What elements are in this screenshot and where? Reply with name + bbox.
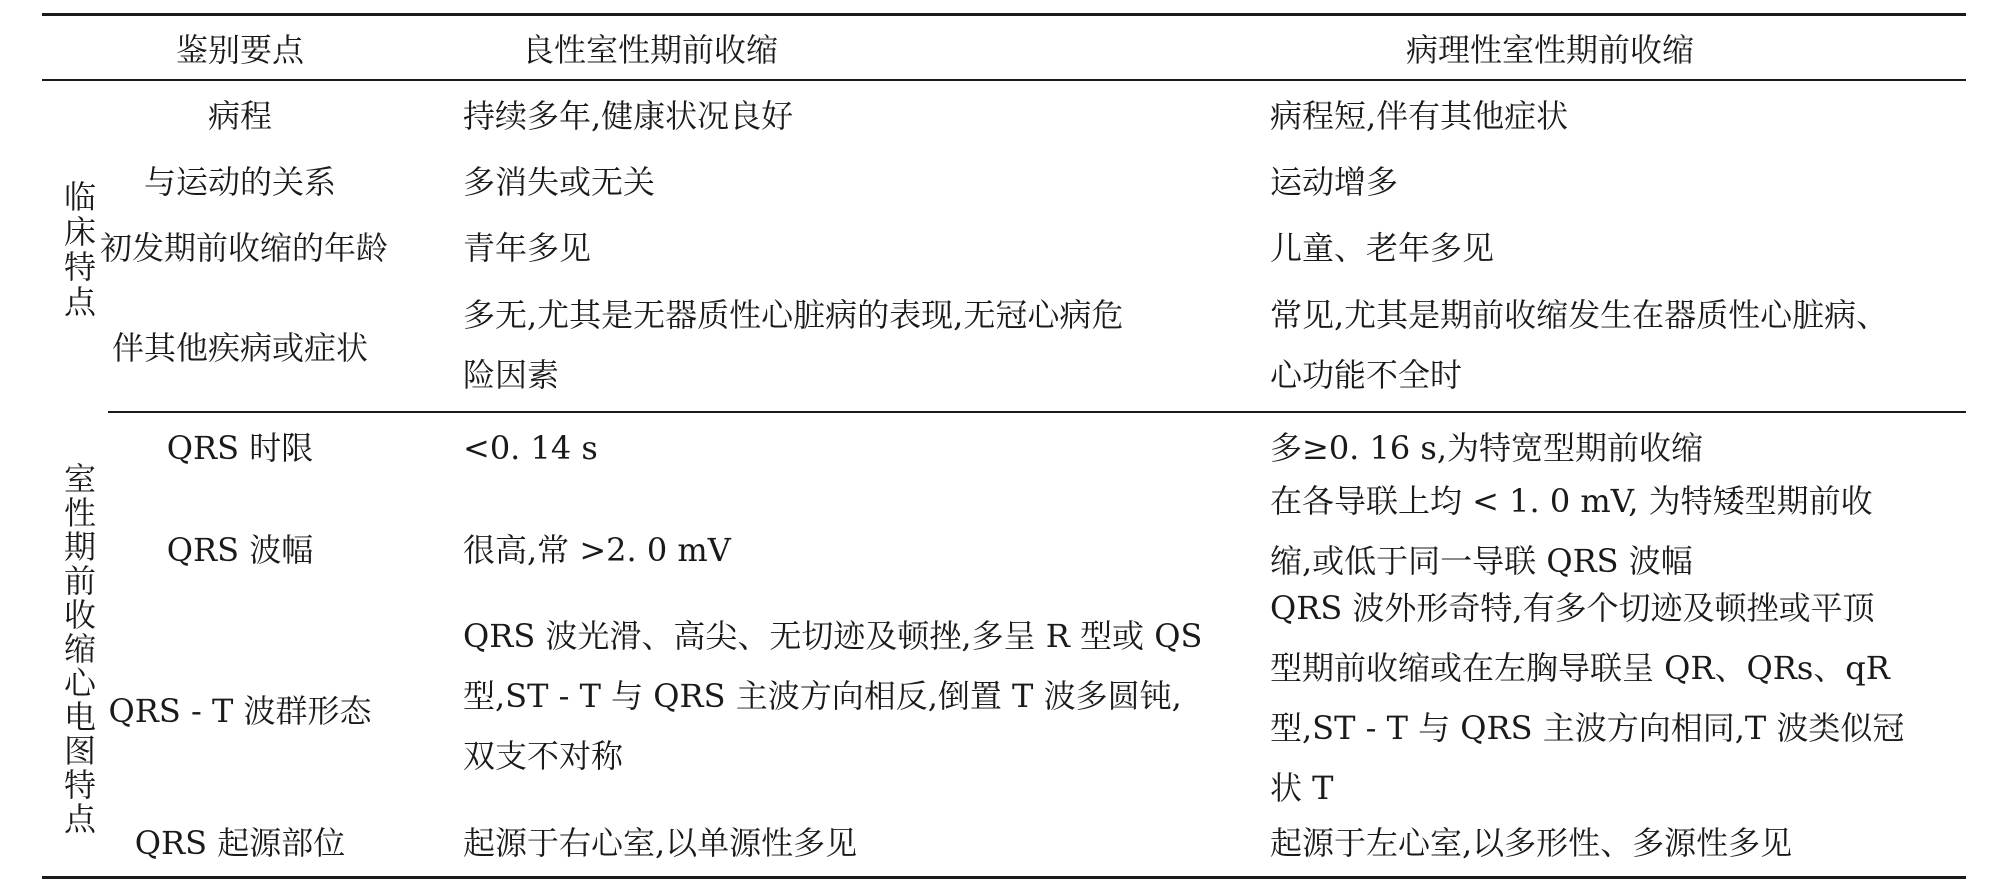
- pathological-cell-line: 病程短,伴有其他症状: [1270, 97, 1569, 135]
- header-cell: 良性室性期前收缩: [521, 31, 778, 69]
- benign-cell-line: 起源于右心室,以单源性多见: [463, 824, 858, 862]
- benign-cell-line: 多无,尤其是无器质性心脏病的表现,无冠心病危: [463, 296, 1124, 334]
- pathological-cell-line: 在各导联上均 < 1. 0 mV, 为特矮型期前收: [1270, 482, 1873, 520]
- benign-cell-line: 双支不对称: [463, 737, 624, 775]
- benign-cell-line: 型,ST - T 与 QRS 主波方向相反,倒置 T 波多圆钝,: [463, 677, 1182, 715]
- header-cell: 病理性室性期前收缩: [1405, 31, 1694, 69]
- row-item-label: QRS 时限: [166, 429, 314, 467]
- benign-cell-line: 青年多见: [463, 229, 592, 267]
- benign-cell-line: 持续多年,健康状况良好: [463, 97, 794, 135]
- row-item-label: 与运动的关系: [143, 163, 336, 201]
- pathological-cell-line: 型期前收缩或在左胸导联呈 QR、QRs、qR: [1270, 649, 1890, 687]
- benign-cell-line: QRS 波光滑、高尖、无切迹及顿挫,多呈 R 型或 QS: [463, 617, 1203, 655]
- benign-cell-line: 很高,常 >2. 0 mV: [463, 531, 731, 569]
- row-item-label: QRS 起源部位: [134, 824, 346, 862]
- header-cell: 鉴别要点: [175, 31, 304, 69]
- group-label: 临床特点: [63, 178, 96, 321]
- benign-cell-line: <0. 14 s: [463, 429, 598, 467]
- top-rule: [42, 13, 1966, 16]
- row-item-label: 初发期前收缩的年龄: [100, 229, 389, 267]
- row-item-label: 伴其他疾病或症状: [111, 329, 368, 367]
- benign-cell-line: 险因素: [463, 356, 560, 394]
- benign-cell-line: 多消失或无关: [463, 163, 656, 201]
- pathological-cell-line: 型,ST - T 与 QRS 主波方向相同,T 波类似冠: [1270, 709, 1905, 747]
- pathological-cell-line: 儿童、老年多见: [1270, 229, 1495, 267]
- pathological-cell-line: 起源于左心室,以多形性、多源性多见: [1270, 824, 1793, 862]
- pathological-cell-line: 常见,尤其是期前收缩发生在器质性心脏病、: [1270, 296, 1889, 334]
- row-item-label: QRS - T 波群形态: [108, 692, 372, 730]
- pathological-cell-line: 缩,或低于同一导联 QRS 波幅: [1270, 542, 1693, 580]
- pathological-cell-line: 多≥0. 16 s,为特宽型期前收缩: [1270, 429, 1704, 467]
- group-label: 室性期前收缩心电图特点: [63, 460, 96, 838]
- pathological-cell-line: 心功能不全时: [1270, 356, 1463, 394]
- pathological-cell-line: QRS 波外形奇特,有多个切迹及顿挫或平顶: [1270, 589, 1875, 627]
- pathological-cell-line: 状 T: [1270, 769, 1334, 807]
- pathological-cell-line: 运动增多: [1270, 163, 1399, 201]
- row-item-label: 病程: [207, 97, 272, 135]
- row-item-label: QRS 波幅: [166, 531, 314, 569]
- group-divider-rule: [108, 411, 1966, 413]
- bottom-rule: [42, 876, 1966, 879]
